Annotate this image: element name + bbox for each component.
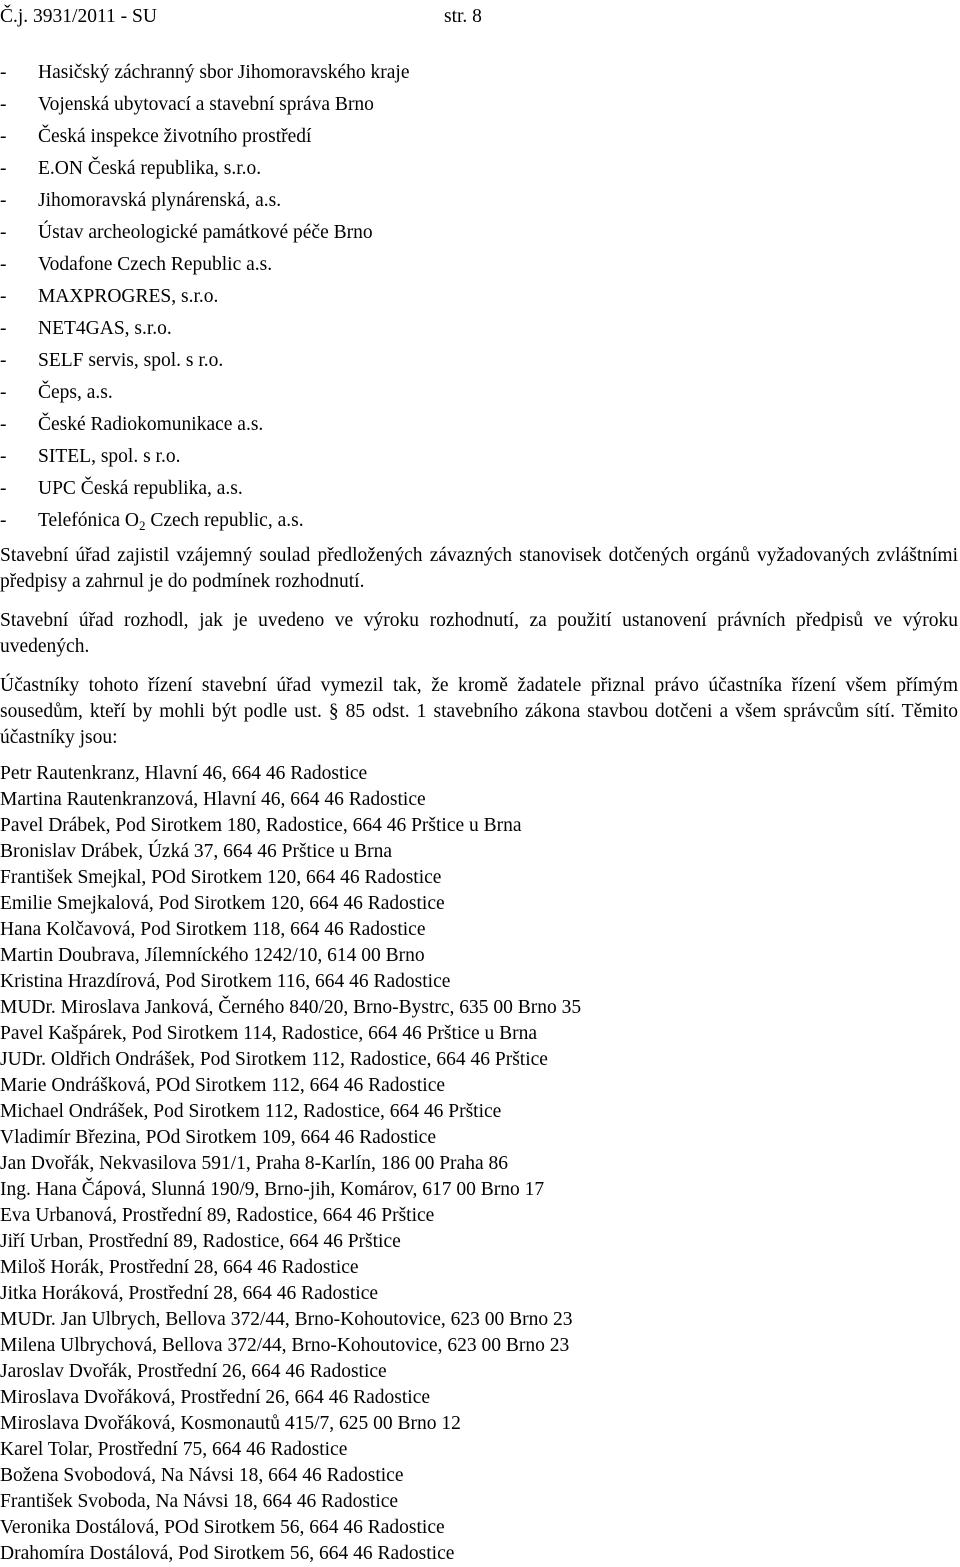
organization-name: SITEL, spol. s r.o. — [38, 446, 181, 467]
list-item — [0, 283, 409, 315]
list-item: Miloš Horák, Prostřední 28, 664 46 Radostice — [0, 1257, 359, 1278]
list-item — [0, 187, 409, 219]
list-item: Ing. Hana Čápová, Slunná 190/9, Brno-jih, Komárov, 617 00 Brno 17 — [0, 1179, 545, 1200]
list-item — [0, 347, 409, 379]
list-dash: - — [0, 190, 7, 211]
page-header — [0, 5, 960, 29]
list-item: Petr Rautenkranz, Hlavní 46, 664 46 Radostice — [0, 763, 368, 784]
paragraph-decision: Stavební úřad rozhodl, jak je uvedeno ve výroku rozhodnutí, za použití ustanovení právních předpisů ve výroku uvedených. — [0, 610, 958, 657]
list-item — [0, 91, 409, 123]
list-item: Miroslava Dvořáková, Prostřední 26, 664 46 Radostice — [0, 1387, 431, 1408]
page-number: str. 8 — [444, 6, 482, 27]
list-dash: - — [0, 478, 7, 499]
organization-name: České Radiokomunikace a.s. — [38, 414, 264, 435]
list-dash: - — [0, 94, 7, 115]
list-item: Drahomíra Dostálová, Pod Sirotkem 56, 664 46 Radostice — [0, 1543, 455, 1564]
list-item: Marie Ondrášková, POd Sirotkem 112, 664 46 Radostice — [0, 1075, 446, 1096]
list-dash: - — [0, 350, 7, 371]
reference-number: Č.j. 3931/2011 - SU — [0, 6, 157, 27]
organization-name: Vodafone Czech Republic a.s. — [38, 254, 273, 275]
list-dash: - — [0, 446, 7, 467]
list-dash: - — [0, 62, 7, 83]
list-dash: - — [0, 414, 7, 435]
list-item — [0, 155, 409, 187]
list-item — [0, 219, 409, 251]
list-item — [0, 443, 409, 475]
list-item: MUDr. Jan Ulbrych, Bellova 372/44, Brno-Kohoutovice, 623 00 Brno 23 — [0, 1309, 573, 1330]
list-item: Emilie Smejkalová, Pod Sirotkem 120, 664 46 Radostice — [0, 893, 445, 914]
list-dash: - — [0, 382, 7, 403]
list-dash: - — [0, 126, 7, 147]
list-item: Jitka Horáková, Prostřední 28, 664 46 Radostice — [0, 1283, 379, 1304]
organization-name: Ústav archeologické památkové péče Brno — [38, 222, 373, 243]
organization-name: Hasičský záchranný sbor Jihomoravského kraje — [38, 62, 410, 83]
paragraph-coordination: Stavební úřad zajistil vzájemný soulad předložených závazných stanovisek dotčených orgánů vyžadovaných zvláštními předpisy a zahrnul je do podmínek rozhodnutí. — [0, 545, 958, 592]
organization-name: Česká inspekce životního prostředí — [38, 126, 312, 147]
list-item: Jan Dvořák, Nekvasilova 591/1, Praha 8-Karlín, 186 00 Praha 86 — [0, 1153, 508, 1174]
list-item — [0, 59, 409, 91]
list-dash: - — [0, 254, 7, 275]
organization-name: Jihomoravská plynárenská, a.s. — [38, 190, 282, 211]
list-item: Vladimír Březina, POd Sirotkem 109, 664 46 Radostice — [0, 1127, 436, 1148]
organization-list — [0, 59, 409, 539]
list-item: Jiří Urban, Prostřední 89, Radostice, 664 46 Prštice — [0, 1231, 401, 1252]
list-item: Eva Urbanová, Prostřední 89, Radostice, 664 46 Prštice — [0, 1205, 435, 1226]
list-item: Jaroslav Dvořák, Prostřední 26, 664 46 Radostice — [0, 1361, 387, 1382]
organization-name: SELF servis, spol. s r.o. — [38, 350, 224, 371]
organization-name: MAXPROGRES, s.r.o. — [38, 286, 219, 307]
organization-name: NET4GAS, s.r.o. — [38, 318, 172, 339]
list-item: Martin Doubrava, Jílemníckého 1242/10, 614 00 Brno — [0, 945, 425, 966]
list-item — [0, 475, 409, 507]
list-item — [0, 251, 409, 283]
list-item: Michael Ondrášek, Pod Sirotkem 112, Radostice, 664 46 Prštice — [0, 1101, 502, 1122]
list-item: Veronika Dostálová, POd Sirotkem 56, 664 46 Radostice — [0, 1517, 445, 1538]
list-item: Pavel Drábek, Pod Sirotkem 180, Radostice, 664 46 Prštice u Brna — [0, 815, 522, 836]
organization-name: Čeps, a.s. — [38, 382, 113, 403]
list-item: Martina Rautenkranzová, Hlavní 46, 664 46 Radostice — [0, 789, 426, 810]
organization-name: UPC Česká republika, a.s. — [38, 478, 243, 499]
list-dash: - — [0, 286, 7, 307]
list-item — [0, 379, 409, 411]
organization-name: Vojenská ubytovací a stavební správa Brno — [38, 94, 374, 115]
list-dash: - — [0, 222, 7, 243]
organization-name: E.ON Česká republika, s.r.o. — [38, 158, 262, 179]
participant-list — [0, 761, 581, 1567]
o2-subscript: 2 — [138, 518, 146, 533]
list-item: Karel Tolar, Prostřední 75, 664 46 Radostice — [0, 1439, 348, 1460]
list-dash: - — [0, 318, 7, 339]
list-item — [0, 123, 409, 155]
list-dash: - — [0, 510, 7, 531]
list-item — [0, 315, 409, 347]
organization-name-prefix: Telefónica O — [38, 510, 139, 531]
list-item: František Svoboda, Na Návsi 18, 664 46 Radostice — [0, 1491, 399, 1512]
list-item: František Smejkal, POd Sirotkem 120, 664 46 Radostice — [0, 867, 442, 888]
list-item — [0, 411, 409, 443]
list-item: Bronislav Drábek, Úzká 37, 664 46 Prštice u Brna — [0, 841, 393, 862]
list-item: Miroslava Dvořáková, Kosmonautů 415/7, 625 00 Brno 12 — [0, 1413, 461, 1434]
list-item: Božena Svobodová, Na Návsi 18, 664 46 Radostice — [0, 1465, 404, 1486]
list-item: Pavel Kašpárek, Pod Sirotkem 114, Radostice, 664 46 Prštice u Brna — [0, 1023, 538, 1044]
list-item: Kristina Hrazdírová, Pod Sirotkem 116, 664 46 Radostice — [0, 971, 451, 992]
list-item: Milena Ulbrychová, Bellova 372/44, Brno-Kohoutovice, 623 00 Brno 23 — [0, 1335, 570, 1356]
paragraph-participants: Účastníky tohoto řízení stavební úřad vymezil tak, že kromě žadatele přiznal právo účastníka řízení všem přímým sousedům, kteří by mohli být podle ust. § 85 odst. 1 stavebního zákona stavbou dotčeni a všem správcům sítí. Těmito účastníky jsou: — [0, 675, 958, 748]
list-dash: - — [0, 158, 7, 179]
organization-name-suffix: Czech republic, a.s. — [145, 510, 304, 531]
list-item: JUDr. Oldřich Ondrášek, Pod Sirotkem 112, Radostice, 664 46 Prštice — [0, 1049, 548, 1070]
list-item — [0, 507, 409, 539]
list-item: Hana Kolčavová, Pod Sirotkem 118, 664 46 Radostice — [0, 919, 426, 940]
list-item: MUDr. Miroslava Janková, Černého 840/20, Brno-Bystrc, 635 00 Brno 35 — [0, 997, 582, 1018]
